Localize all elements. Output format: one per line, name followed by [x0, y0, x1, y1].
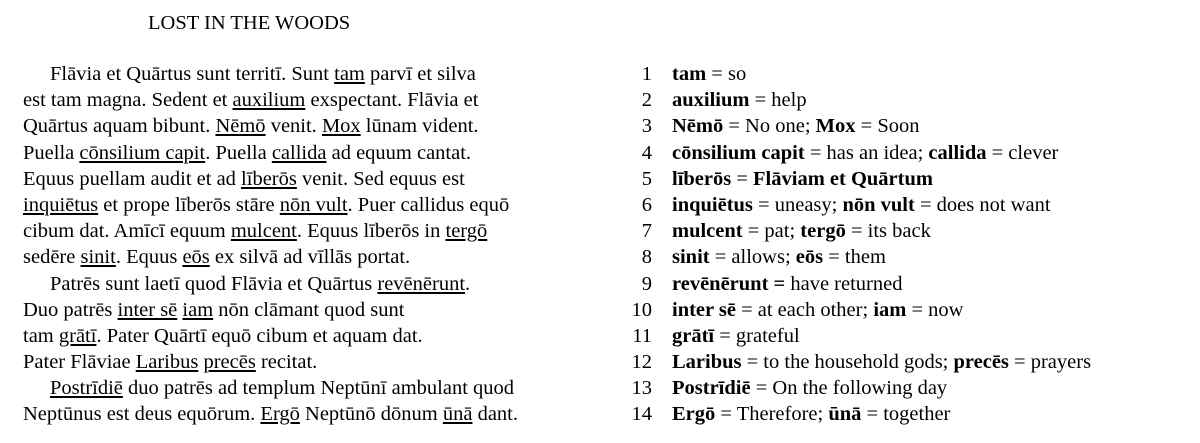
glossary-term: inquiētus	[672, 193, 753, 216]
glossary-term: tergō	[800, 220, 846, 243]
glossary-term: precēs	[953, 351, 1009, 374]
glossed-word: inquiētus	[23, 193, 99, 216]
glossary-term: Ergō	[672, 403, 716, 426]
glossary-row	[626, 244, 1186, 270]
story-text-segment: ad equum cantat.	[326, 141, 472, 164]
glossary-term: tam	[672, 63, 707, 85]
story-text-segment: Flāvia et Quārtus sunt territī. Sunt	[50, 63, 335, 85]
story-line	[23, 87, 598, 113]
glossary-term: callida	[928, 141, 987, 164]
glossary-term: nōn vult	[842, 193, 915, 216]
glossary-definition: = them	[823, 246, 886, 269]
glossary-definition: = together	[861, 403, 951, 426]
glossary-term: cōnsilium capit	[672, 141, 805, 164]
story-text-segment: ex silvā ad vīllās portat.	[209, 246, 411, 269]
glossary-term: inter sē	[672, 298, 736, 321]
glossary-number: 11	[632, 324, 652, 347]
story-text-segment: . Equus	[115, 246, 183, 269]
glossed-word: revēnērunt	[377, 272, 466, 295]
story-text-segment: .	[465, 272, 471, 295]
glossary-entry	[652, 87, 807, 113]
glossary-definition: = uneasy;	[752, 193, 843, 216]
story-text-segment: venit. Sed equus est	[296, 167, 465, 190]
story-text-segment: exspectant. Flāvia et	[305, 89, 479, 112]
story-text-segment: duo patrēs ad templum Neptūnī ambulant quod	[122, 377, 515, 400]
glossary-number: 5	[641, 167, 652, 190]
glossary-number: 7	[641, 220, 652, 243]
glossary-term: ūnā	[828, 403, 862, 426]
glossary-term: grātī	[672, 324, 715, 347]
glossary-row	[626, 192, 1186, 218]
glossary-definition: = has an idea;	[804, 141, 929, 164]
story-text-segment: parvī et silva	[364, 63, 476, 85]
glossary-number: 13	[631, 377, 652, 400]
glossary-number: 4	[641, 141, 652, 164]
glossary-definition: = does not want	[914, 193, 1051, 216]
glossary-entry	[652, 375, 947, 401]
story-line	[23, 140, 598, 166]
page-title: LOST IN THE WOODS	[148, 12, 351, 34]
glossary-term: auxilium	[672, 89, 750, 112]
story-line	[23, 297, 598, 323]
glossary-row	[626, 323, 1186, 349]
glossed-word: callida	[271, 141, 327, 164]
story-text-segment: nōn clāmant quod sunt	[213, 298, 405, 321]
glossary-definition: = grateful	[714, 324, 800, 347]
glossary-row	[626, 401, 1186, 427]
glossary-definition: = its back	[845, 220, 931, 243]
glossary-term: sinit	[672, 246, 710, 269]
glossary-definition: = No one;	[723, 115, 816, 138]
glossary-number: 3	[641, 115, 652, 138]
story-line	[23, 375, 598, 401]
glossary-row	[626, 113, 1186, 139]
glossary-term: eōs	[795, 246, 824, 269]
glossary-list	[626, 61, 1186, 428]
glossed-word: Laribus	[135, 351, 199, 374]
glossary-row	[626, 166, 1186, 192]
story-line	[23, 401, 598, 427]
glossary-term: līberōs	[672, 167, 732, 190]
glossary-row	[626, 271, 1186, 297]
glossary-row	[626, 375, 1186, 401]
glossary-entry	[652, 192, 1051, 218]
glossary-definition: = at each other;	[735, 298, 874, 321]
glossed-word: Postrīdiē	[50, 377, 123, 400]
glossary-term: mulcent	[672, 220, 743, 243]
glossary-number: 2	[641, 89, 652, 112]
glossary-number: 8	[641, 246, 652, 269]
glossary-term: Mox	[815, 115, 856, 138]
glossary-definition: = On the following day	[750, 377, 948, 400]
story-text-segment: Patrēs sunt laetī quod Flāvia et Quārtus	[50, 272, 378, 295]
glossary-term: Flāviam et Quārtum	[753, 167, 933, 190]
glossary-entry	[652, 61, 746, 87]
story-text	[23, 61, 598, 428]
glossed-word: mulcent	[230, 220, 297, 243]
glossary-entry	[652, 323, 800, 349]
glossary-term: iam	[873, 298, 907, 321]
glossary-number: 12	[631, 351, 652, 374]
glossary-entry	[652, 349, 1091, 375]
story-text-segment: et prope līberōs stāre	[98, 193, 280, 216]
glossed-word: inter sē	[117, 298, 178, 321]
glossary-definition: = so	[706, 63, 747, 85]
glossary-definition: =	[731, 167, 754, 190]
glossary-entry	[652, 244, 886, 270]
glossary-term: Postrīdiē	[672, 377, 751, 400]
glossary-entry	[652, 297, 963, 323]
story-line	[23, 113, 598, 139]
glossed-word: līberōs	[241, 167, 297, 190]
glossary-entry	[652, 140, 1058, 166]
glossed-word: grātī	[58, 324, 97, 347]
story-line	[23, 271, 598, 297]
story-text-segment: tam	[23, 324, 59, 347]
glossary-definition: = Soon	[855, 115, 920, 138]
glossary-row	[626, 297, 1186, 323]
glossed-word: Nēmō	[215, 115, 266, 138]
story-text-segment: Pater Flāviae	[23, 351, 136, 374]
glossary-entry	[652, 271, 902, 297]
glossary-row	[626, 349, 1186, 375]
glossary-definition: = help	[749, 89, 807, 112]
glossary-definition: = now	[906, 298, 964, 321]
story-text-segment: Duo patrēs	[23, 298, 118, 321]
glossary-number: 9	[641, 272, 652, 295]
glossary-row	[626, 61, 1186, 87]
glossary-definition: = to the household gods;	[741, 351, 954, 374]
story-text-segment: . Puella	[205, 141, 272, 164]
glossary-row	[626, 218, 1186, 244]
glossary-entry	[652, 166, 933, 192]
story-text-segment: Equus puellam audit et ad	[23, 167, 242, 190]
glossary-term: revēnērunt =	[672, 272, 786, 295]
glossary-row	[626, 140, 1186, 166]
story-text-segment: est tam magna. Sedent et	[23, 89, 233, 112]
glossary-term: Nēmō	[672, 115, 724, 138]
glossed-word: ūnā	[442, 403, 473, 426]
story-text-segment: . Equus līberōs in	[296, 220, 446, 243]
story-text-segment: Quārtus aquam bibunt.	[23, 115, 216, 138]
glossary-entry	[652, 113, 919, 139]
glossary-definition: = pat;	[742, 220, 801, 243]
glossed-word: Mox	[321, 115, 361, 138]
story-line	[23, 61, 598, 87]
glossed-word: cōnsilium capit	[79, 141, 206, 164]
story-text-segment: Neptūnō dōnum	[299, 403, 443, 426]
glossed-word: tam	[334, 63, 365, 85]
story-text-segment: Neptūnus est deus equōrum.	[23, 403, 261, 426]
story-line	[23, 244, 598, 270]
story-text-segment: cibum dat. Amīcī equum	[23, 220, 231, 243]
story-text-segment: venit.	[265, 115, 322, 138]
story-text-segment: . Puer callidus equō	[347, 193, 510, 216]
story-line	[23, 218, 598, 244]
glossary-definition: = allows;	[709, 246, 796, 269]
glossary-number: 10	[631, 298, 652, 321]
glossary-entry	[652, 218, 931, 244]
glossed-word: eōs	[182, 246, 210, 269]
story-text-segment: dant.	[472, 403, 518, 426]
glossary-term: Laribus	[672, 351, 742, 374]
story-text-segment: Puella	[23, 141, 80, 164]
glossary-number: 1	[641, 63, 652, 85]
glossed-word: iam	[182, 298, 214, 321]
glossed-word: tergō	[445, 220, 488, 243]
glossary-definition: = clever	[986, 141, 1059, 164]
story-line	[23, 323, 598, 349]
story-text-segment: recitat.	[255, 351, 318, 374]
glossed-word: Ergō	[260, 403, 300, 426]
story-text-segment: lūnam vident.	[360, 115, 479, 138]
glossed-word: auxilium	[232, 89, 306, 112]
glossed-word: nōn vult	[279, 193, 348, 216]
story-line	[23, 192, 598, 218]
glossary-entry	[652, 401, 950, 427]
story-line	[23, 349, 598, 375]
glossary-definition: = prayers	[1008, 351, 1092, 374]
glossed-word: sinit	[80, 246, 116, 269]
glossary-number: 6	[641, 193, 652, 216]
glossary-number: 14	[631, 403, 652, 426]
glossary-row	[626, 87, 1186, 113]
glossary-definition: = Therefore;	[715, 403, 829, 426]
glossed-word: precēs	[203, 351, 256, 374]
glossary-definition: have returned	[785, 272, 903, 295]
story-line	[23, 166, 598, 192]
story-text-segment: . Pater Quārtī equō cibum et aquam dat.	[96, 324, 423, 347]
story-text-segment: sedēre	[23, 246, 81, 269]
